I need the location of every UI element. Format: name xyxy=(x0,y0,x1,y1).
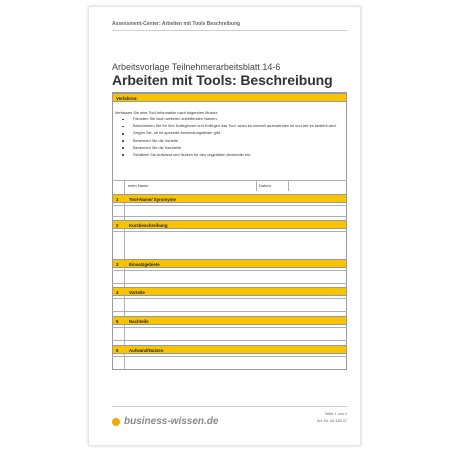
procedure-step: Schätzen Sie Aufwand und Nutzen für den ungeübten Anwender ein. xyxy=(121,153,341,158)
column-divider xyxy=(288,180,289,191)
header-divider xyxy=(112,30,347,31)
procedure-heading: Verfahren: xyxy=(116,95,138,101)
procedure-step: Zeigen Sie, ob es spezielle Anwendungsfelder gibt. xyxy=(121,131,341,136)
column-divider xyxy=(256,180,257,191)
section-number: 5 xyxy=(116,318,119,324)
section-header xyxy=(113,194,346,203)
section-header xyxy=(113,345,346,354)
section-number: 4 xyxy=(116,289,119,295)
section-label: Tool-Name/ Synonyme xyxy=(129,196,177,202)
procedure-step: Fahnden Sie nach weiteren zutreffenden Namen. xyxy=(121,117,341,122)
document-subtitle: Arbeitsvorlage Teilnehmerarbeitsblatt 14-6 xyxy=(112,62,281,72)
page-number: Seite 1 von 1 xyxy=(324,412,347,416)
procedure-step: Benennen Sie die Vorteile. xyxy=(121,139,341,144)
row-divider xyxy=(112,231,347,232)
section-header xyxy=(113,316,346,325)
row-divider xyxy=(112,205,347,206)
row-divider xyxy=(112,356,347,357)
section-label: Vorteile xyxy=(129,289,145,295)
article-number: Art.-Nr. 06.180.47 xyxy=(317,418,347,423)
row-divider xyxy=(112,327,347,328)
row-divider xyxy=(112,340,347,341)
procedure-step: Beschreiben Sie für Ihre Kolleginnen und Kollegen das Tool, wozu es sinnvoll anzuwenden ist und wie es bedient wird. xyxy=(121,124,341,129)
section-number: 2 xyxy=(116,222,119,228)
row-divider xyxy=(112,270,347,271)
row-divider xyxy=(112,180,347,181)
section-header xyxy=(113,220,346,229)
row-divider xyxy=(112,216,347,217)
procedure-steps xyxy=(121,117,341,160)
brand-logo: business-wissen.de xyxy=(124,416,219,427)
column-divider xyxy=(124,180,125,191)
number-column-divider xyxy=(124,191,125,369)
section-label: Aufwand/Nutzen xyxy=(129,347,164,353)
procedure-intro: Verfassen Sie eine Tool-Information nach folgenden Muster: xyxy=(115,110,219,115)
section-number: 1 xyxy=(116,196,119,202)
section-label: Kurzbeschreibung xyxy=(129,222,168,228)
section-header xyxy=(113,259,346,268)
date-label: Datum xyxy=(259,183,271,188)
logo-dot-icon xyxy=(112,418,120,426)
document-title: Arbeiten mit Tools: Beschreibung xyxy=(112,72,333,88)
section-label: Nachteile xyxy=(129,318,149,324)
section-label: Einsatzgebiete xyxy=(129,261,160,267)
section-header xyxy=(113,287,346,296)
section-number: 3 xyxy=(116,261,119,267)
procedure-header xyxy=(113,93,346,102)
procedure-step: Benennen Sie die Nachteile. xyxy=(121,146,341,151)
section-number: 6 xyxy=(116,347,119,353)
running-header: Assessment-Center: Arbeiten mit Tools Beschreibung xyxy=(112,21,241,27)
row-divider xyxy=(112,283,347,284)
name-label: mein Name xyxy=(128,183,149,188)
page-info xyxy=(317,411,347,424)
row-divider xyxy=(112,311,347,312)
row-divider xyxy=(112,298,347,299)
footer-divider xyxy=(112,406,347,407)
